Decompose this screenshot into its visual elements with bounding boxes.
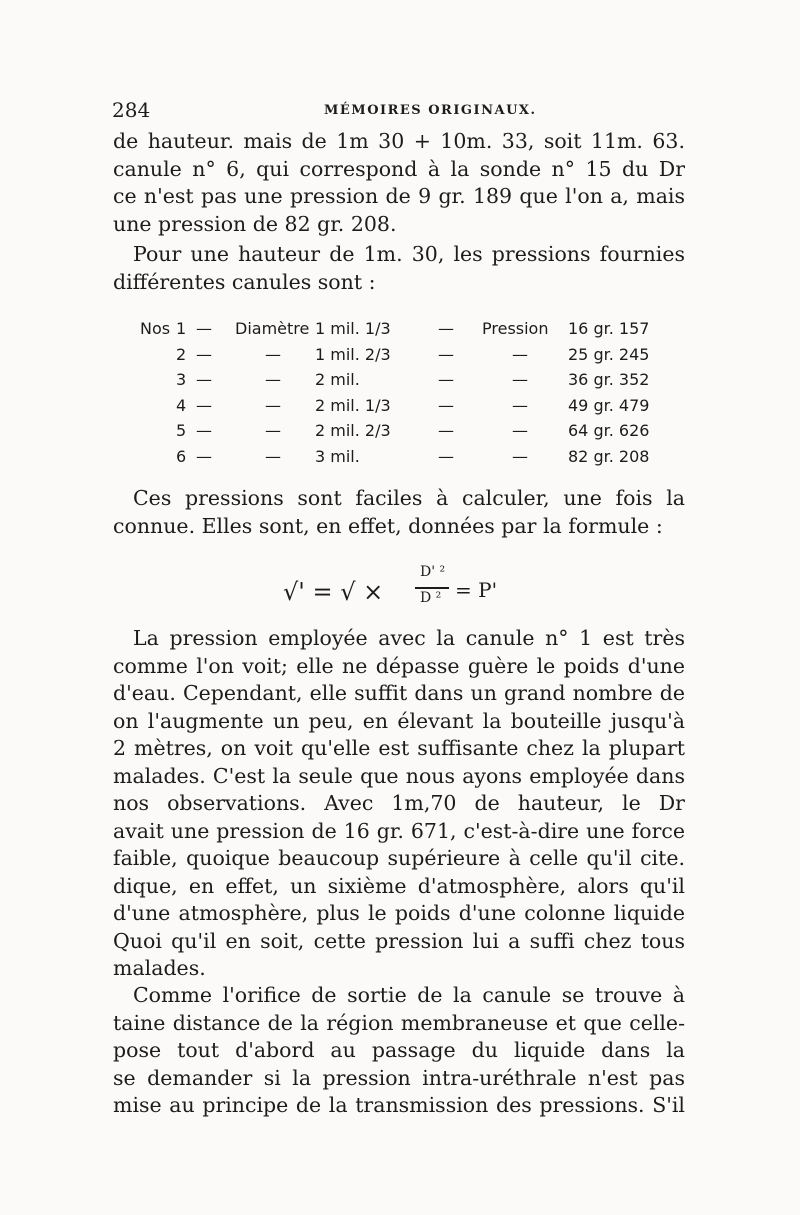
- pressure-value: 49 gr. 479: [568, 395, 650, 415]
- page-header: [112, 98, 692, 124]
- text-line: canule n° 6, qui correspond à la sonde n° 15 du Dr: [113, 156, 685, 181]
- pressure-formula: [283, 560, 543, 620]
- text-line: nos observations. Avec 1m,70 de hauteur, le Dr: [113, 791, 685, 815]
- pressure-value: 16 gr. 157: [568, 319, 650, 338]
- text-line: d'une atmosphère, plus le poids d'une colonne liquide: [113, 901, 685, 925]
- canule-number: 5: [176, 421, 187, 440]
- dash: —: [438, 319, 454, 338]
- paragraph-5: [113, 982, 685, 1120]
- text-line: connue. Elles sont, en effet, données par la formule :: [113, 513, 663, 538]
- table-row: [140, 444, 680, 470]
- ditto-mark: —: [512, 370, 528, 389]
- diameter-value: 2 mil.: [315, 370, 360, 389]
- text-line: d'eau. Cependant, elle suffit dans un grand nombre de: [113, 681, 685, 705]
- ditto-mark: —: [265, 421, 281, 440]
- table-row: [140, 316, 680, 342]
- diameter-label: Diamètre: [235, 319, 310, 338]
- text-line: on l'augmente un peu, en élevant la bouteille jusqu'à: [113, 708, 685, 733]
- text-line: comme l'on voit; elle ne dépasse guère le poids d'une: [113, 653, 685, 678]
- paragraph-2: [113, 241, 685, 296]
- dash: —: [438, 370, 454, 389]
- ditto-mark: —: [265, 395, 281, 415]
- text-line: une pression de 82 gr. 208.: [113, 211, 397, 236]
- diameter-value: 1 mil. 2/3: [315, 344, 391, 364]
- canule-number: 3: [176, 370, 187, 389]
- text-line: de hauteur. mais de 1m 30 + 10m. 33, soit 11m. 63.: [113, 129, 685, 153]
- text-line: malades.: [113, 956, 206, 980]
- pressure-table: [140, 316, 680, 469]
- dash: —: [196, 421, 212, 440]
- formula-denominator: D ²: [420, 590, 442, 606]
- formula-numerator: D' ²: [420, 564, 446, 580]
- diameter-value: 2 mil. 2/3: [315, 421, 391, 440]
- ditto-mark: —: [512, 344, 528, 364]
- text-line: malades. C'est la seule que nous ayons employée dans: [113, 763, 685, 788]
- text-line: avait une pression de 16 gr. 671, c'est-à-dire une force: [113, 818, 685, 843]
- dash: —: [438, 421, 454, 440]
- text-line: La pression employée avec la canule n° 1 est très: [133, 626, 685, 650]
- diameter-value: 2 mil. 1/3: [315, 395, 391, 415]
- canule-number: 6: [176, 446, 187, 466]
- page-number: 284: [112, 98, 151, 122]
- paragraph-1: [113, 128, 685, 238]
- text-line: Quoi qu'il en soit, cette pression lui a suffi chez tous: [113, 928, 685, 953]
- dash: —: [196, 319, 212, 338]
- ditto-mark: —: [265, 446, 281, 466]
- text-line: différentes canules sont :: [113, 269, 376, 294]
- ditto-mark: —: [512, 421, 528, 440]
- dash: —: [438, 446, 454, 466]
- dash: —: [438, 395, 454, 415]
- text-line: taine distance de la région membraneuse et que celle-: [113, 1010, 685, 1035]
- ditto-mark: —: [265, 370, 281, 389]
- text-line: mise au principe de la transmission des pressions. S'il: [113, 1093, 685, 1117]
- canule-number: 2: [176, 344, 187, 364]
- pressure-value: 36 gr. 352: [568, 370, 650, 389]
- dash: —: [196, 370, 212, 389]
- diameter-value: 3 mil.: [315, 446, 360, 466]
- table-row: [140, 418, 680, 444]
- text-line: Pour une hauteur de 1m. 30, les pressions fournies: [133, 242, 685, 266]
- formula-right-side: = P': [455, 578, 498, 602]
- row-prefix: Nos: [140, 319, 171, 338]
- dash: —: [196, 344, 212, 364]
- text-line: dique, en effet, un sixième d'atmosphère, alors qu'il: [113, 873, 685, 898]
- text-line: pose tout d'abord au passage du liquide dans la: [113, 1038, 685, 1062]
- fraction-bar: [415, 587, 449, 589]
- diameter-value: 1 mil. 1/3: [315, 319, 391, 338]
- pressure-label: Pression: [482, 319, 549, 338]
- paragraph-3: [113, 485, 685, 540]
- ditto-mark: —: [512, 446, 528, 466]
- text-line: ce n'est pas une pression de 9 gr. 189 que l'on a, mais: [113, 184, 685, 208]
- text-line: Comme l'orifice de sortie de la canule se trouve à: [133, 983, 685, 1007]
- table-row: [140, 367, 680, 393]
- canule-number: 1: [176, 319, 187, 338]
- formula-left-side: √' = √ ×: [283, 578, 384, 606]
- dash: —: [196, 395, 212, 415]
- ditto-mark: —: [512, 395, 528, 415]
- table-row: [140, 342, 680, 368]
- pressure-value: 25 gr. 245: [568, 344, 650, 364]
- text-line: 2 mètres, on voit qu'elle est suffisante chez la plupart: [113, 736, 685, 760]
- pressure-value: 64 gr. 626: [568, 421, 650, 440]
- text-line: se demander si la pression intra-uréthrale n'est pas: [113, 1065, 685, 1090]
- paragraph-4: [113, 625, 685, 983]
- ditto-mark: —: [265, 344, 281, 364]
- pressure-value: 82 gr. 208: [568, 446, 650, 466]
- canule-number: 4: [176, 395, 187, 415]
- text-line: Ces pressions sont faciles à calculer, une fois la: [133, 486, 685, 510]
- running-title: MÉMOIRES ORIGINAUX.: [324, 103, 537, 118]
- dash: —: [196, 446, 212, 466]
- dash: —: [438, 344, 454, 364]
- text-line: faible, quoique beaucoup supérieure à celle qu'il cite.: [113, 846, 685, 870]
- table-row: [140, 393, 680, 419]
